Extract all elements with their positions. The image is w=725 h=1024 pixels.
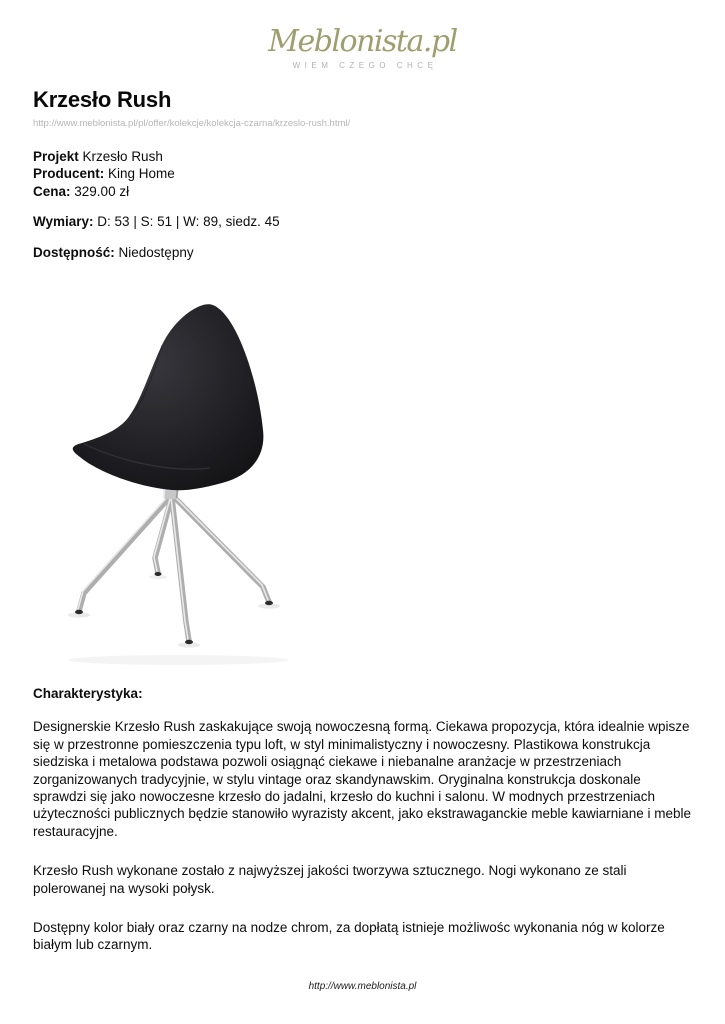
description-paragraph-3: Dostępny kolor biały oraz czarny na nodze chrom, za dopłatą istnieje możliwośc wykonania nóg w kolorze białym lub czarnym.	[33, 920, 665, 953]
detail-projekt	[33, 148, 280, 165]
detail-dostepnosc-value: Niedostępny	[118, 244, 194, 260]
description-heading: Charakterystyka:	[33, 686, 143, 701]
detail-cena-value: 329.00 zł	[74, 183, 130, 199]
page-title: Krzesło Rush	[33, 87, 172, 112]
detail-projekt-label: Projekt	[33, 149, 79, 164]
description-section	[33, 685, 697, 976]
site-logo	[0, 24, 725, 70]
product-details	[33, 148, 280, 261]
detail-cena-label: Cena:	[33, 183, 71, 199]
description-paragraph-1: Designerskie Krzesło Rush zaskakujące swoją nowoczesną formą. Ciekawa propozycja, która idealnie wpisze się w przestronne pomieszczenia typu loft, w styl minimalistyczny i nowoczesny. Plastikowa konstrukcja siedziska i metalowa podstawa pozwoli osiągnąć ciekawe i niebanalne aranżacje w przestrzeniach zorganizowanych tradycyjnie, w stylu vintage oraz skandynawskim. Oryginalna konstrukcja doskonale sprawdzi się jako nowoczesne krzesło do jadalni, krzesło do kuchni i salonu. W modnych przestrzeniach użyteczności publicznych będzie stanowiło wyrazisty akcent, jako ekstrawaganckie meble kawiarniane i meble restauracyjne.	[33, 719, 692, 839]
footer-url[interactable]: http://www.meblonista.pl	[308, 981, 417, 992]
detail-dostepnosc	[33, 244, 280, 261]
detail-producent	[33, 165, 280, 182]
chair-shell	[73, 304, 264, 490]
detail-wymiary-label: Wymiary:	[33, 214, 94, 230]
detail-cena	[33, 183, 280, 200]
description-paragraph-2: Krzesło Rush wykonane zostało z najwyższej jakości tworzywa sztucznego. Nogi wykonano ze stali polerowanej na wysoki połysk.	[33, 863, 627, 896]
detail-projekt-value: Krzesło Rush	[82, 149, 163, 164]
chair-feet	[75, 572, 273, 644]
logo-wordmark: Meblonista.pl	[268, 24, 457, 59]
chair-shadow	[68, 655, 288, 665]
detail-producent-label: Producent:	[33, 166, 105, 182]
detail-dostepnosc-label: Dostępność:	[33, 244, 115, 260]
detail-producent-value: King Home	[108, 166, 175, 182]
product-source-url[interactable]: http://www.meblonista.pl/pl/offer/kolekcje/kolekcja-czarna/krzeslo-rush.html/	[33, 118, 351, 129]
chair-image	[58, 290, 330, 670]
product-photo	[58, 290, 330, 670]
detail-wymiary	[33, 213, 280, 230]
detail-wymiary-value: D: 53 | S: 51 | W: 89, siedz. 45	[97, 214, 280, 230]
logo-tagline: WIEM CZEGO CHCĘ	[292, 61, 438, 70]
